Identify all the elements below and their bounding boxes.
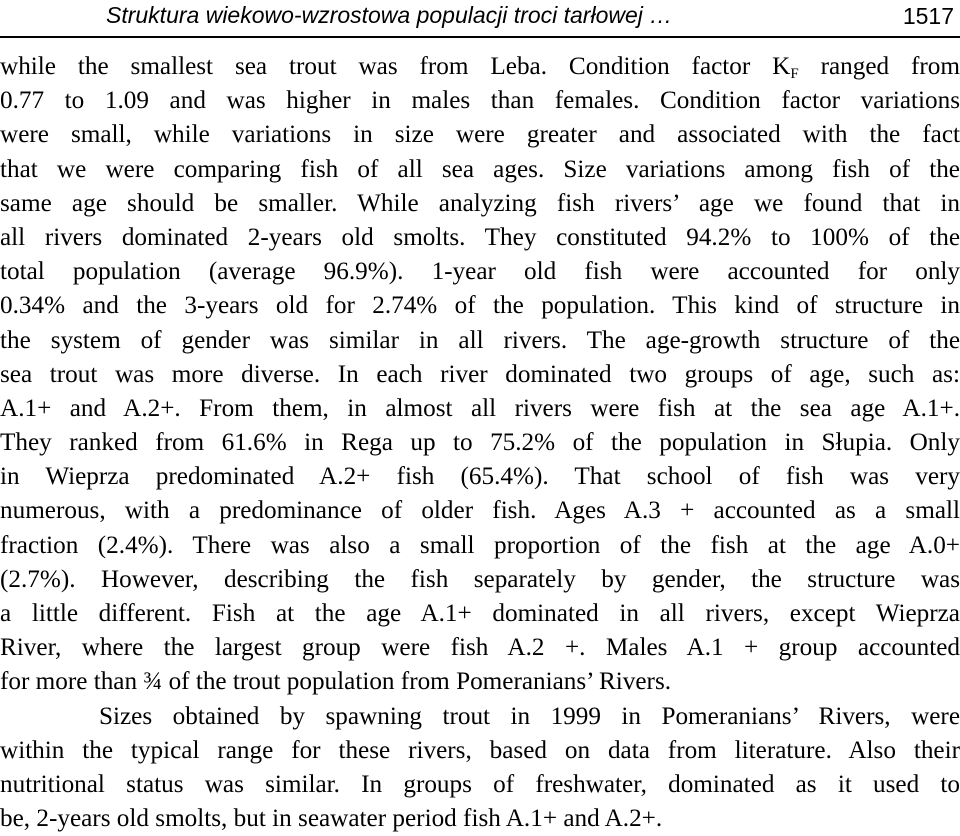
text-line: They ranked from 61.6% in Rega up to 75.2% of the population in Słupia. Only [0, 429, 960, 457]
text-line: that we were comparing fish of all sea ages. Size variations among fish of the [0, 155, 960, 183]
page-number: 1517 [902, 3, 954, 29]
text-line: all rivers dominated 2-years old smolts. They constituted 94.2% to 100% of the [0, 223, 960, 251]
paragraph-2 [0, 700, 960, 836]
subscript-f: F [790, 66, 799, 82]
header-rule [0, 36, 960, 38]
text-line: for more than ¾ of the trout population from Pomeranians’ Rivers. [0, 668, 672, 696]
text-line: within the typical range for these rivers, based on data from literature. Also their [0, 736, 960, 764]
text-line: total population (average 96.9%). 1-year old fish were accounted for only [0, 258, 960, 286]
text-line: in Wieprza predominated A.2+ fish (65.4%). That school of fish was very [0, 463, 960, 491]
text-line: same age should be smaller. While analyzing fish rivers’ age we found that in [0, 189, 960, 217]
paragraph-1 [0, 50, 960, 700]
text-line: be, 2-years old smolts, but in seawater period fish A.1+ and A.2+. [0, 805, 663, 833]
text-line: fraction (2.4%). There was also a small proportion of the fish at the age A.0+ [0, 531, 960, 559]
running-title: Struktura wiekowo-wzrostowa populacji troci tarłowej … [106, 2, 673, 28]
text-line: (2.7%). However, describing the fish separately by gender, the structure was [0, 565, 960, 593]
text-line: 0.34% and the 3-years old for 2.74% of the population. This kind of structure in [0, 292, 960, 320]
body-text [0, 50, 960, 836]
text-line: numerous, with a predominance of older fish. Ages A.3 + accounted as a small [0, 497, 960, 525]
text-line: 0.77 to 1.09 and was higher in males than females. Condition factor variations [0, 87, 960, 115]
text-line [0, 50, 960, 84]
text-line: were small, while variations in size were greater and associated with the fact [0, 121, 960, 149]
text-segment: while the smallest sea trout was from Leba. Condition factor K [0, 53, 791, 80]
text-line: sea trout was more diverse. In each river dominated two groups of age, such as: [0, 360, 960, 388]
text-line: nutritional status was similar. In groups of freshwater, dominated as it used to [0, 770, 960, 798]
text-line: Sizes obtained by spawning trout in 1999 in Pomeranians’ Rivers, were [99, 702, 960, 730]
page-header [0, 0, 960, 34]
text-line: River, where the largest group were fish A.2 +. Males A.1 + group accounted [0, 634, 960, 662]
text-line: A.1+ and A.2+. From them, in almost all rivers were fish at the sea age A.1+. [0, 394, 960, 422]
text-line: a little different. Fish at the age A.1+ dominated in all rivers, except Wieprza [0, 600, 960, 627]
text-segment: ranged from [798, 53, 960, 80]
text-line: the system of gender was similar in all rivers. The age-growth structure of the [0, 326, 960, 354]
